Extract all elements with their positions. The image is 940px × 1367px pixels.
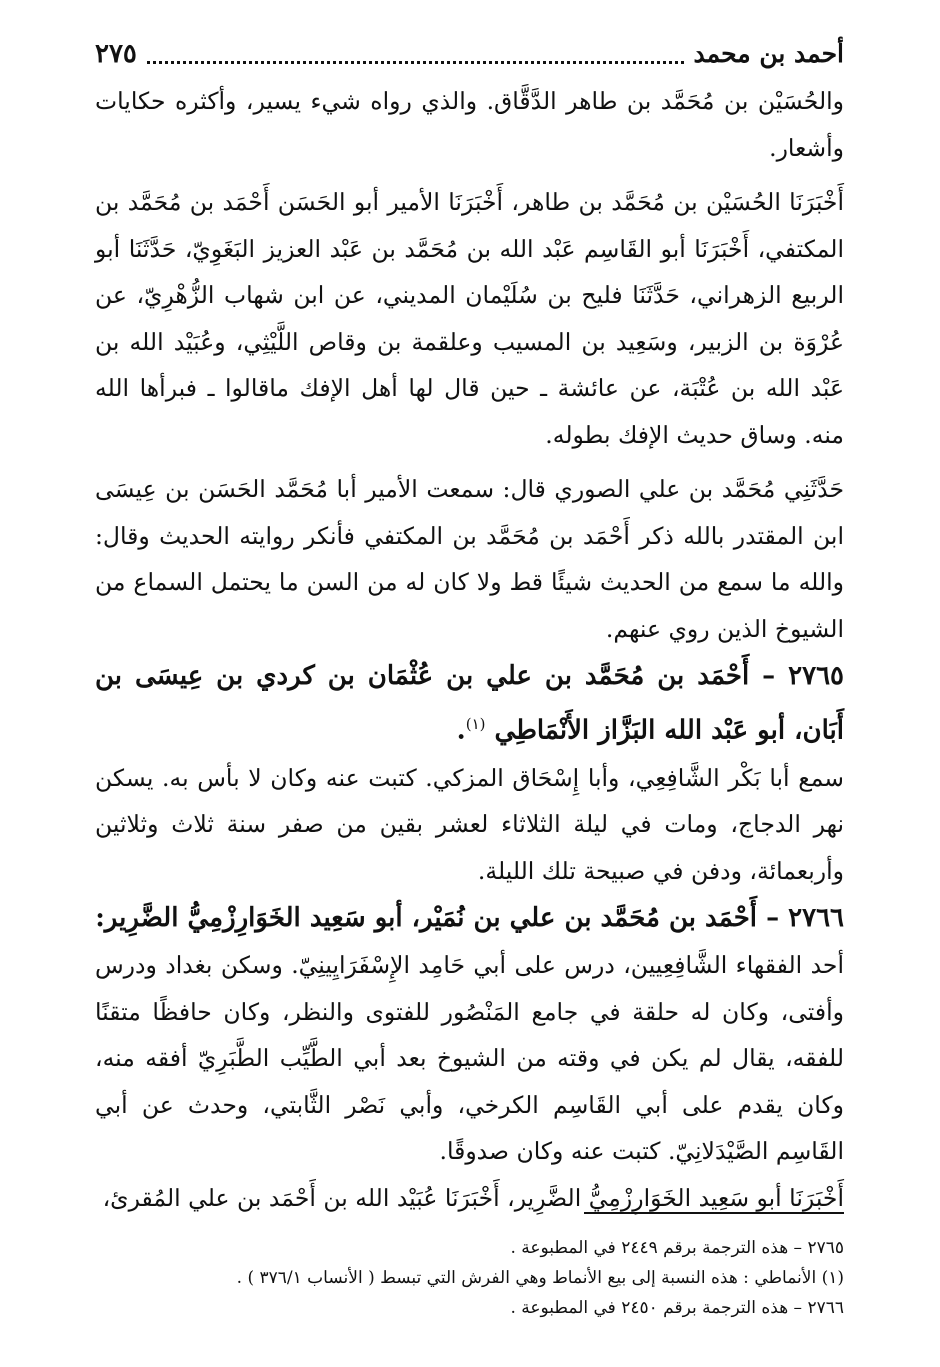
footnotes [95, 1233, 844, 1323]
paragraph: أَخْبَرَنَا الحُسَيْن بن مُحَمَّد بن طاهر، أَخْبَرَنَا الأمير أبو الحَسَن أَحْمَد بن مُحَمَّد بن المكتفي، أَخْبَرَنَا أبو القَاسِم عَبْد الله بن مُحَمَّد بن عَبْد العزيز البَغَوِيّ، حَدَّثَنَا أبو الربيع الزهراني، حَدَّثَنَا فليح بن سُلَيْمان المديني، عن ابن شهاب الزُّهْرِيّ، عن عُرْوَة بن الزبير، وسَعِيد بن المسيب وعلقمة بن وقاص اللَّيْثِي، وعُبَيْد الله بن عَبْد الله بن عُتْبَة، عن عائشة ـ حين قال لها أهل الإفك ماقالوا ـ فبرأها الله منه. وساق حديث الإفك بطوله. [95, 188, 844, 449]
entry-body-2765: سمع أبا بَكْر الشَّافِعِي، وأبا إِسْحَاق المزكي. كتبت عنه وكان لا بأس به. يسكن نهر الدجاج، ومات في ليلة الثلاثاء لعشر بقين من صفر سنة ثلاث وثلاثين وأربعمائة، ودفن في صبيحة تلك الليلة. [95, 763, 844, 885]
entry-heading-2765 [95, 652, 844, 755]
entry-body-2766-continued: أَخْبَرَنَا أبو سَعِيد الخَوَارِزْمِيُّ الضَّرِير، أَخْبَرَنَا عُبَيْد الله بن أَحْمَد بن علي المُقرئ، [102, 1183, 844, 1212]
main-text [95, 78, 844, 1221]
footnote: ٢٧٦٦ – هذه الترجمة برقم ٢٤٥٠ في المطبوعة . [510, 1298, 844, 1318]
page-number: ٢٧٥ [95, 39, 137, 69]
entry-heading-2766: ٢٧٦٦ – أَحْمَد بن مُحَمَّد بن علي بن نُمَيْر، أبو سَعِيد الخَوَارِزْمِيُّ الضَّرِير: [95, 903, 844, 934]
footnote-separator [584, 1212, 844, 1214]
dotted-leader [147, 61, 684, 64]
paragraph: والحُسَيْن بن مُحَمَّد بن طاهر الدَّقَّاق. والذي رواه شيء يسير، وأكثره حكايات وأشعار. [95, 87, 844, 162]
entry-body-2766: أحد الفقهاء الشَّافِعِيين، درس على أبي حَامِد الإِسْفَرَايِينِيّ. وسكن بغداد ودرس وأفتى، وكان له حلقة في جامع المَنْصُور للفتوى والنظر، وكان حافظًا متقنًا للفقه، يقال لم يكن في وقته من الشيوخ بعد أبي الطَّيِّب الطَّبَرِيّ أفقه منه، وكان يقدم على أبي القَاسِم الكرخي، وأبي نَصْر الثَّابتي، وحدث عن أبي القَاسِم الصَّيْدَلانِيّ. كتبت عنه وكان صدوقًا. [95, 951, 844, 1166]
entry-heading-text: ٢٧٦٥ – أَحْمَد بن مُحَمَّد بن علي بن عُثْمَان بن كردي بن عِيسَى بن أَبَان، أبو عَبْد الله البَزَّاز الأَنْمَاطِي [95, 661, 844, 746]
footnote: (١) الأنماطي : هذه النسبة إلى بيع الأنماط وهي الفرش التي تبسط ( الأنساب ٣٧٦/١ ) . [236, 1268, 844, 1288]
footnote-marker: (١) [465, 715, 486, 733]
footnote: ٢٧٦٥ – هذه الترجمة برقم ٢٤٤٩ في المطبوعة . [510, 1238, 844, 1258]
paragraph: حَدَّثَنِي مُحَمَّد بن علي الصوري قال: سمعت الأمير أبا مُحَمَّد الحَسَن بن عِيسَى ابن المقتدر بالله ذكر أَحْمَد بن مُحَمَّد بن المكتفي فأنكر روايته الحديث وقال: والله ما سمع من الحديث شيئًا قط ولا كان له من السن ما يحتمل السماع من الشيوخ الذين روي عنهم. [95, 475, 844, 643]
header-title: أحمد بن محمد [693, 39, 844, 68]
running-header [95, 34, 844, 74]
entry-heading-end: . [456, 715, 466, 746]
